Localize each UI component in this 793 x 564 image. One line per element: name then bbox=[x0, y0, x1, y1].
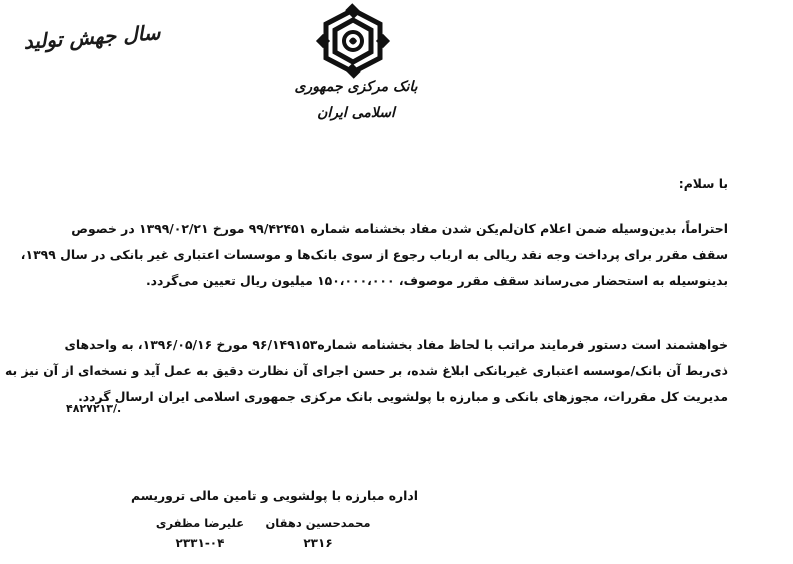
paragraph-2 bbox=[4, 332, 728, 410]
greeting: با سلام: bbox=[678, 176, 728, 191]
paragraph-1 bbox=[20, 216, 728, 294]
reference-number: ۴۸۲۷۲۱۳/. bbox=[66, 402, 122, 415]
paragraph-2-line: مدیریت کل مقررات، مجوزهای بانکی و مبارزه با پولشویی بانک مرکزی جمهوری اسلامی ایران ارسال گردد. bbox=[78, 389, 728, 404]
bank-name: بانک مرکزی جمهوری اسلامی ایران bbox=[294, 79, 418, 121]
signatory-code: ۲۳۱۶ bbox=[303, 536, 333, 550]
paragraph-1-line: بدینوسیله به استحضار می‌رساند سقف مقرر موصوف، ۱۵۰،۰۰۰،۰۰۰ میلیون ریال تعیین می‌گردد. bbox=[145, 273, 728, 288]
slogan: سال جهش تولید bbox=[22, 20, 162, 54]
paragraph-2-line: خواهشمند است دستور فرمایند مراتب با لحاظ مفاد بخشنامه شماره۹۶/۱۴۹۱۵۳ مورخ ۱۳۹۶/۰۵/۱۶، به واحدهای bbox=[64, 337, 728, 352]
paragraph-2-line: ذی‌ربط آن بانک/موسسه اعتباری غیربانکی ابلاغ شده، بر حسن اجرای آن نظارت دقیق به عمل آید و نسخه‌ای از آن نیز به bbox=[4, 363, 728, 378]
department-name: اداره مبارزه با پولشویی و تامین مالی تروریسم bbox=[131, 488, 418, 503]
paragraph-1-line: سقف مقرر برای پرداخت وجه نقد ریالی به ارباب رجوع از سوی بانک‌ها و موسسات اعتباری غیر بانکی در سال ۱۳۹۹، bbox=[20, 247, 728, 262]
signatory-name: محمدحسین دهقان bbox=[265, 516, 371, 530]
signatory-code: ۲۳۳۱-۰۴ bbox=[175, 536, 225, 550]
paragraph-1-line: احتراماً، بدین‌وسیله ضمن اعلام کان‌لم‌یکن شدن مفاد بخشنامه شماره ۹۹/۴۲۴۵۱ مورخ ۱۳۹۹/۰۲/۲۱ در خصوص bbox=[71, 221, 728, 236]
signatory-mozaffari bbox=[150, 516, 250, 550]
signatory-dehghan bbox=[262, 516, 374, 550]
central-bank-emblem-icon bbox=[318, 6, 388, 76]
signatory-name: علیرضا مظفری bbox=[155, 516, 245, 530]
